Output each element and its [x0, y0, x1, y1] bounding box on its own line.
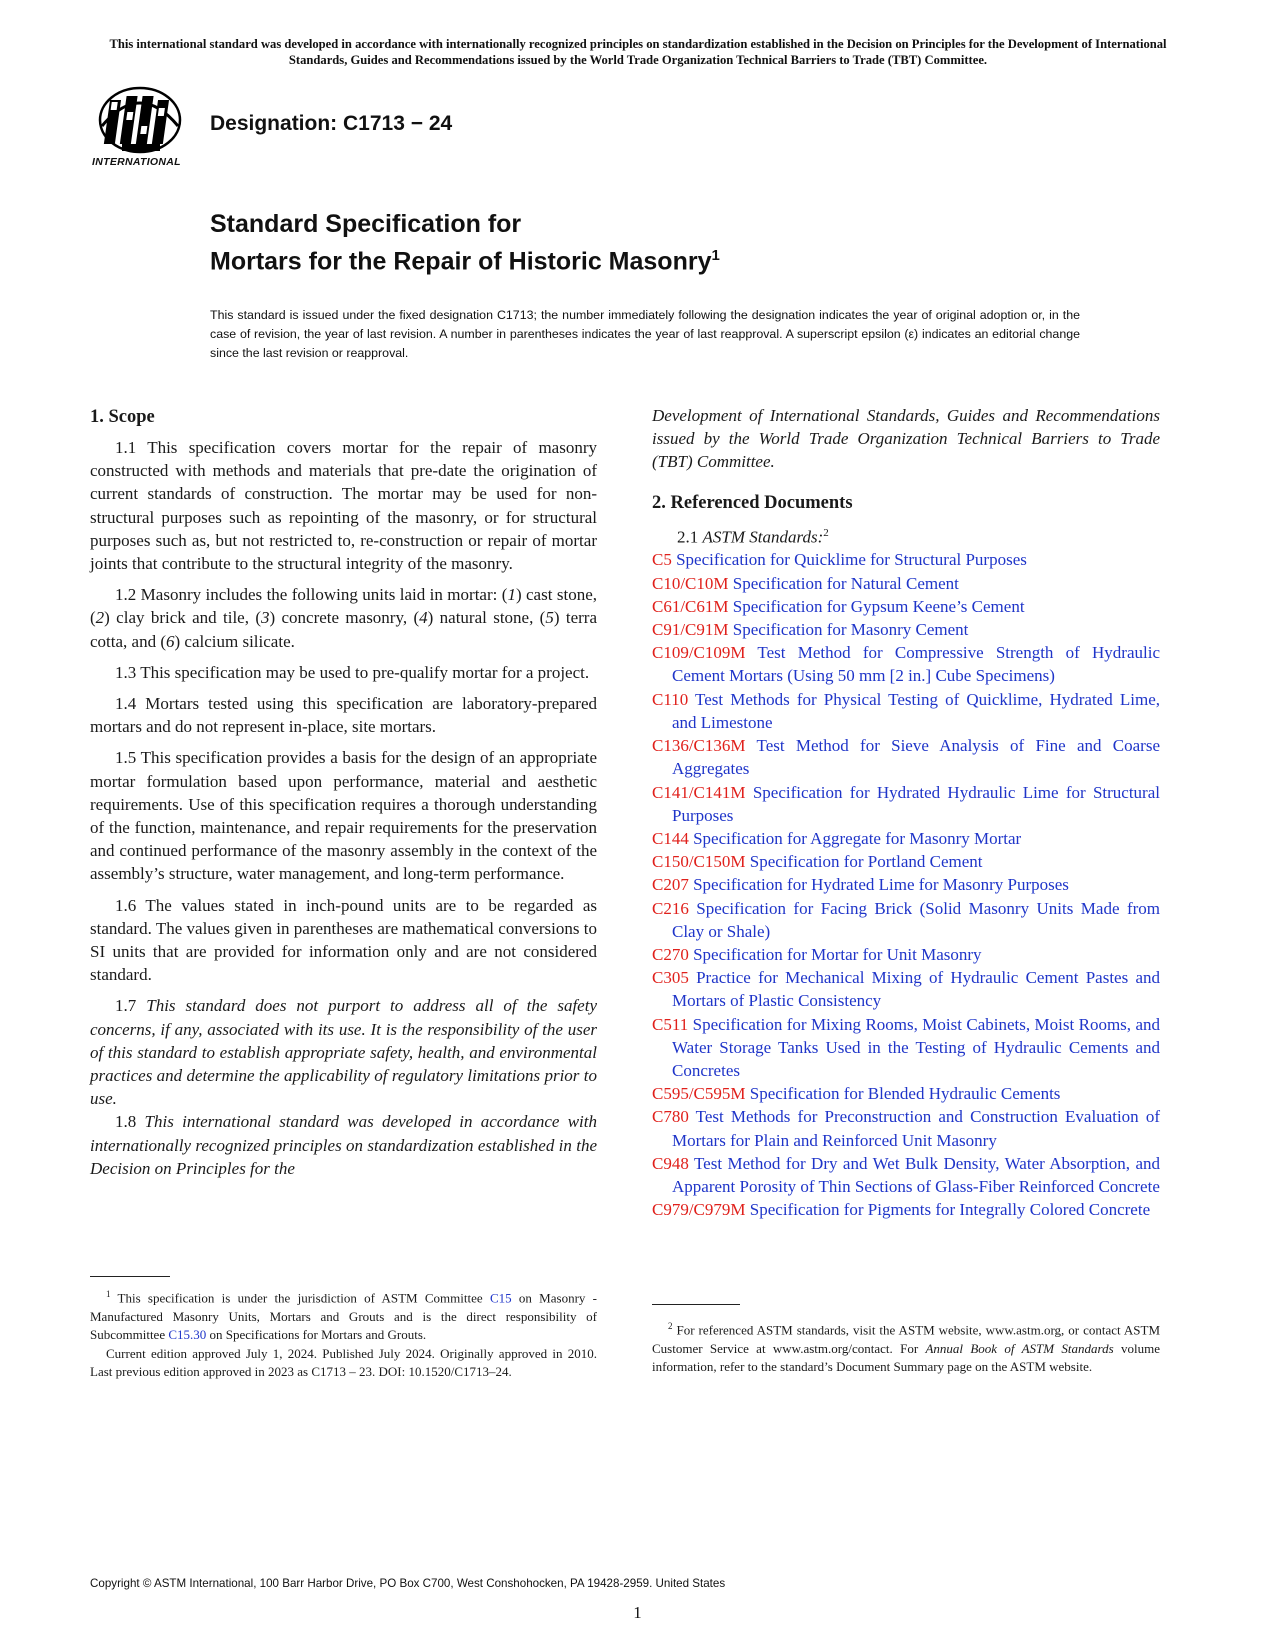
title-line-1: Standard Specification for — [210, 210, 522, 238]
reference-item[interactable] — [652, 827, 1160, 850]
reference-title-link[interactable]: Specification for Natural Cement — [728, 573, 959, 593]
footnote-1-edition: Current edition approved July 1, 2024. Published July 2024. Originally approved in 2010. Last previous edition approved in 2023 as C1713 – 23. DOI: 10.1520/C1713–24. — [90, 1345, 597, 1380]
reference-code-link[interactable]: C150/C150M — [652, 852, 746, 872]
reference-title-link[interactable]: Specification for Aggregate for Masonry Mortar — [688, 828, 1022, 848]
referenced-standards-list — [652, 548, 1160, 1221]
scope-1-1: 1.1 This specification covers mortar for the repair of masonry constructed with methods and materials that pre-date the origination of current standards of construction. The mortar may be used for non-structural purposes such as repointing of the masonry, or for structural purposes such as, but not restricted to, re-construction or repair of mortar joints that contribute to the structural integrity of the masonry. — [90, 438, 597, 574]
left-column — [90, 404, 597, 1188]
scope-1-8-continued: Development of International Standards, Guides and Recommendations issued by the World Trade Organization Technical Barriers to Trade (TBT) Committee. — [652, 406, 1160, 472]
reference-code-link[interactable]: C511 — [652, 1014, 689, 1034]
committee-c15-link[interactable]: C15 — [489, 1290, 512, 1306]
scope-heading: 1. Scope — [90, 407, 155, 427]
scope-1-7: 1.7 This standard does not purport to address all of the safety concerns, if any, associated with its use. It is the responsibility of the user of this standard to establish appropriate safety, health, and environmental practices and determine the applicability of regulatory limitations prior to use. — [90, 996, 597, 1109]
reference-title-link[interactable]: Specification for Portland Cement — [745, 852, 983, 872]
reference-title-link[interactable]: Test Methods for Preconstruction and Construction Evaluation of Mortars for Plain and Reinforced Unit Masonry — [672, 1107, 1160, 1150]
astm-standards-subheading: 2.1 ASTM Standards:$^2$ — [677, 526, 829, 547]
reference-code-link[interactable]: C979/C979M — [652, 1200, 746, 1220]
reference-item[interactable] — [652, 943, 1160, 966]
footnote-2 — [652, 1304, 1160, 1377]
reference-code-link[interactable]: C595/C595M — [652, 1084, 746, 1104]
reference-code-link[interactable]: C61/C61M — [652, 596, 729, 616]
reference-title-link[interactable]: Specification for Facing Brick (Solid Masonry Units Made from Clay or Shale) — [672, 898, 1160, 941]
issued-note: This standard is issued under the fixed designation C1713; the number immediately following the designation indicates the year of original adoption or, in the case of revision, the year of last revision. A number in parentheses indicates the year of last reapproval. A superscript epsilon (ε) indicates an editorial change since the last revision or reapproval. — [210, 308, 1080, 360]
reference-code-link[interactable]: C780 — [652, 1107, 689, 1127]
footnote-rule — [90, 1276, 170, 1277]
subcommittee-c15-30-link[interactable]: C15.30 — [168, 1327, 207, 1343]
reference-code-link[interactable]: C270 — [652, 944, 689, 964]
scope-1-6: 1.6 The values stated in inch-pound units are to be regarded as standard. The values given in parentheses are mathematical conversions to SI units that are provided for information only and are not considered standard. — [90, 895, 597, 985]
footnote-rule — [652, 1304, 740, 1305]
reference-code-link[interactable]: C5 — [652, 550, 672, 570]
scope-1-2: 1.2 Masonry includes the following units laid in mortar: (1) cast stone, (2) clay brick and tile, (3) concrete masonry, (4) natural stone, (5) terra cotta, and (6) calcium silicate. — [90, 585, 597, 651]
reference-title-link[interactable]: Specification for Blended Hydraulic Cements — [745, 1084, 1061, 1104]
logo-text: INTERNATIONAL — [92, 156, 181, 168]
scope-1-3: 1.3 This specification may be used to pre-qualify mortar for a project. — [115, 662, 590, 682]
reference-title-link[interactable]: Specification for Masonry Cement — [728, 620, 969, 640]
referenced-documents-heading: 2. Referenced Documents — [652, 492, 853, 513]
reference-code-link[interactable]: C141/C141M — [652, 782, 746, 802]
reference-item[interactable] — [652, 734, 1160, 780]
reference-title-link[interactable]: Practice for Mechanical Mixing of Hydraulic Cement Pastes and Mortars of Plastic Consistency — [672, 968, 1160, 1011]
reference-title-link[interactable]: Specification for Hydrated Lime for Masonry Purposes — [688, 875, 1069, 895]
reference-item[interactable] — [652, 966, 1160, 1012]
page-number: 1 — [633, 1603, 642, 1622]
reference-item[interactable] — [652, 572, 1160, 595]
scope-1-4: 1.4 Mortars tested using this specification are laboratory-prepared mortars and do not represent in-place, site mortars. — [90, 694, 597, 737]
footnote-1-text: $^1$ This specification is under the jurisdiction of ASTM Committee C15 on Masonry - Manufactured Masonry Units, Mortars and Grouts and is the direct responsibility of Subcommittee C15.30 on Specifications for Mortars and Grouts. — [90, 1289, 598, 1343]
reference-code-link[interactable]: C10/C10M — [652, 573, 729, 593]
astm-logo — [92, 86, 194, 172]
reference-item[interactable] — [652, 850, 1160, 873]
title-footnote-marker: 1 — [711, 247, 720, 264]
wto-notice: This international standard was developed in accordance with internationally recognized principles on standardization established in the Decision on Principles for the Development of International Standards, Guides and Recommendations issued by the World Trade Organization Technical Barriers to Trade (TBT) Committee. — [109, 37, 1167, 67]
footnote-2-text: $^2$ For referenced ASTM standards, visit the ASTM website, www.astm.org, or contact ASTM Customer Service at www.astm.org/contact. For Annual Book of ASTM Standards volume information, refer to the standard’s Document Summary page on the ASTM website. — [652, 1321, 1161, 1375]
reference-title-link[interactable]: Test Method for Sieve Analysis of Fine and Coarse Aggregates — [672, 736, 1160, 779]
scope-1-5: 1.5 This specification provides a basis for the design of an appropriate mortar formulation based upon performance, material and aesthetic requirements. Use of this specification requires a thorough understanding of the function, maintenance, and repair requirements for the preservation and continued performance of the masonry assembly in the context of the assembly’s structure, water management, and long-term performance. — [90, 748, 597, 884]
title-line-2: Mortars for the Repair of Historic Masonry$^1$ — [210, 247, 720, 276]
reference-item[interactable] — [652, 1082, 1160, 1105]
reference-code-link[interactable]: C305 — [652, 968, 689, 988]
reference-item[interactable] — [652, 1152, 1160, 1198]
reference-code-link[interactable]: C144 — [652, 828, 689, 848]
reference-item[interactable] — [652, 1198, 1160, 1221]
footnote-1 — [90, 1276, 597, 1382]
reference-item[interactable] — [652, 897, 1160, 943]
reference-item[interactable] — [652, 618, 1160, 641]
right-column — [652, 404, 1160, 1221]
reference-code-link[interactable]: C216 — [652, 898, 689, 918]
reference-title-link[interactable]: Test Method for Compressive Strength of Hydraulic Cement Mortars (Using 50 mm [2 in.] Cube Specimens) — [672, 643, 1160, 686]
copyright: Copyright © ASTM International, 100 Barr Harbor Drive, PO Box C700, West Conshohocken, PA 19428-2959. United States — [90, 1577, 726, 1590]
designation: Designation: C1713 − 24 — [210, 112, 453, 135]
reference-code-link[interactable]: C109/C109M — [652, 643, 746, 663]
reference-code-link[interactable]: C136/C136M — [652, 736, 746, 756]
reference-item[interactable] — [652, 1013, 1160, 1083]
reference-title-link[interactable]: Test Method for Dry and Wet Bulk Density, Water Absorption, and Apparent Porosity of Thin Sections of Glass-Fiber Reinforced Concrete — [672, 1153, 1160, 1196]
reference-item[interactable] — [652, 1105, 1160, 1151]
reference-title-link[interactable]: Specification for Hydrated Hydraulic Lime for Structural Purposes — [672, 782, 1160, 825]
reference-item[interactable] — [652, 873, 1160, 896]
reference-item[interactable] — [652, 548, 1160, 571]
reference-item[interactable] — [652, 641, 1160, 687]
reference-item[interactable] — [652, 595, 1160, 618]
reference-code-link[interactable]: C207 — [652, 875, 689, 895]
scope-1-8: 1.8 This international standard was developed in accordance with internationally recognized principles on standardization established in the Decision on Principles for the — [90, 1112, 597, 1178]
reference-title-link[interactable]: Specification for Mixing Rooms, Moist Cabinets, Moist Rooms, and Water Storage Tanks Used in the Testing of Hydraulic Cements and Concretes — [672, 1014, 1160, 1080]
reference-title-link[interactable]: Specification for Pigments for Integrally Colored Concrete — [745, 1200, 1151, 1220]
reference-item[interactable] — [652, 688, 1160, 734]
reference-item[interactable] — [652, 781, 1160, 827]
reference-title-link[interactable]: Test Methods for Physical Testing of Quicklime, Hydrated Lime, and Limestone — [672, 689, 1160, 732]
reference-code-link[interactable]: C110 — [652, 689, 689, 709]
reference-title-link[interactable]: Specification for Mortar for Unit Masonry — [688, 944, 982, 964]
reference-title-link[interactable]: Specification for Quicklime for Structural Purposes — [671, 550, 1027, 570]
reference-code-link[interactable]: C91/C91M — [652, 620, 729, 640]
reference-title-link[interactable]: Specification for Gypsum Keene’s Cement — [728, 596, 1025, 616]
document-title — [210, 208, 720, 277]
reference-code-link[interactable]: C948 — [652, 1153, 689, 1173]
